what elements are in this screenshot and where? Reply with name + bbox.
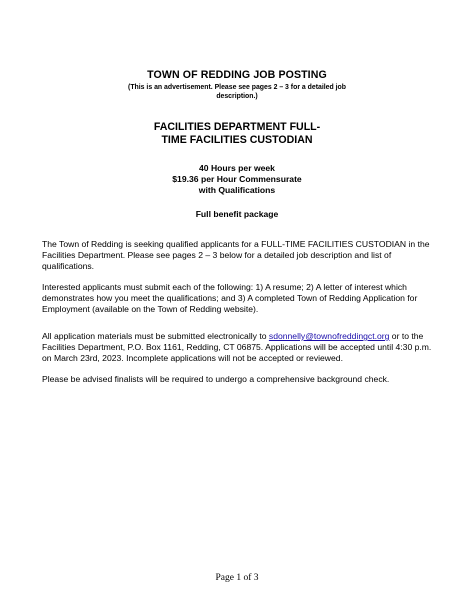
submission-text-before: All application materials must be submitted electronically to: [42, 331, 269, 341]
submission-paragraph: [42, 331, 437, 364]
subtitle-line-1: (This is an advertisement. Please see pages 2 – 3 for a detailed job: [128, 84, 346, 91]
posting-subtitle: [95, 83, 379, 101]
hours-per-week: 40 Hours per week: [199, 163, 275, 173]
email-link[interactable]: sdonnelly@townofreddingct.org: [268, 331, 390, 341]
rate-qualifier: with Qualifications: [198, 185, 276, 195]
background-check-paragraph: Please be advised finalists will be required to undergo a comprehensive background check.: [42, 374, 390, 384]
position-title-line-1: FACILITIES DEPARTMENT FULL-: [153, 121, 321, 133]
intro-paragraph: The Town of Redding is seeking qualified applicants for a FULL-TIME FACILITIES CUSTODIAN in the Facilities Department. Please see pages 2 – 3 below for a detailed job description and list of qualifications.: [42, 239, 430, 271]
page-number: Page 1 of 3: [215, 573, 259, 583]
subtitle-line-2: description.): [216, 93, 258, 100]
posting-title: TOWN OF REDDING JOB POSTING: [147, 69, 327, 81]
requirements-paragraph: Interested applicants must submit each of the following: 1) A resume; 2) A letter of interest which demonstrates how you meet the qualifications; and 3) A completed Town of Redding Application for Employment (available on the Town of Redding website).: [42, 282, 418, 314]
position-title-line-2: TIME FACILITIES CUSTODIAN: [161, 134, 313, 146]
hourly-rate: $19.36 per Hour Commensurate: [172, 174, 302, 184]
compensation-block: [140, 163, 334, 196]
position-title: [120, 121, 354, 147]
submission-text-after: or to the Facilities Department, P.O. Box 1161, Redding, CT 06875. Applications will be accepted until 4:30 p.m. on March 23rd, 2023. Incomplete applications will not be accepted or reviewed.: [42, 331, 432, 363]
benefits-line: Full benefit package: [195, 209, 279, 219]
